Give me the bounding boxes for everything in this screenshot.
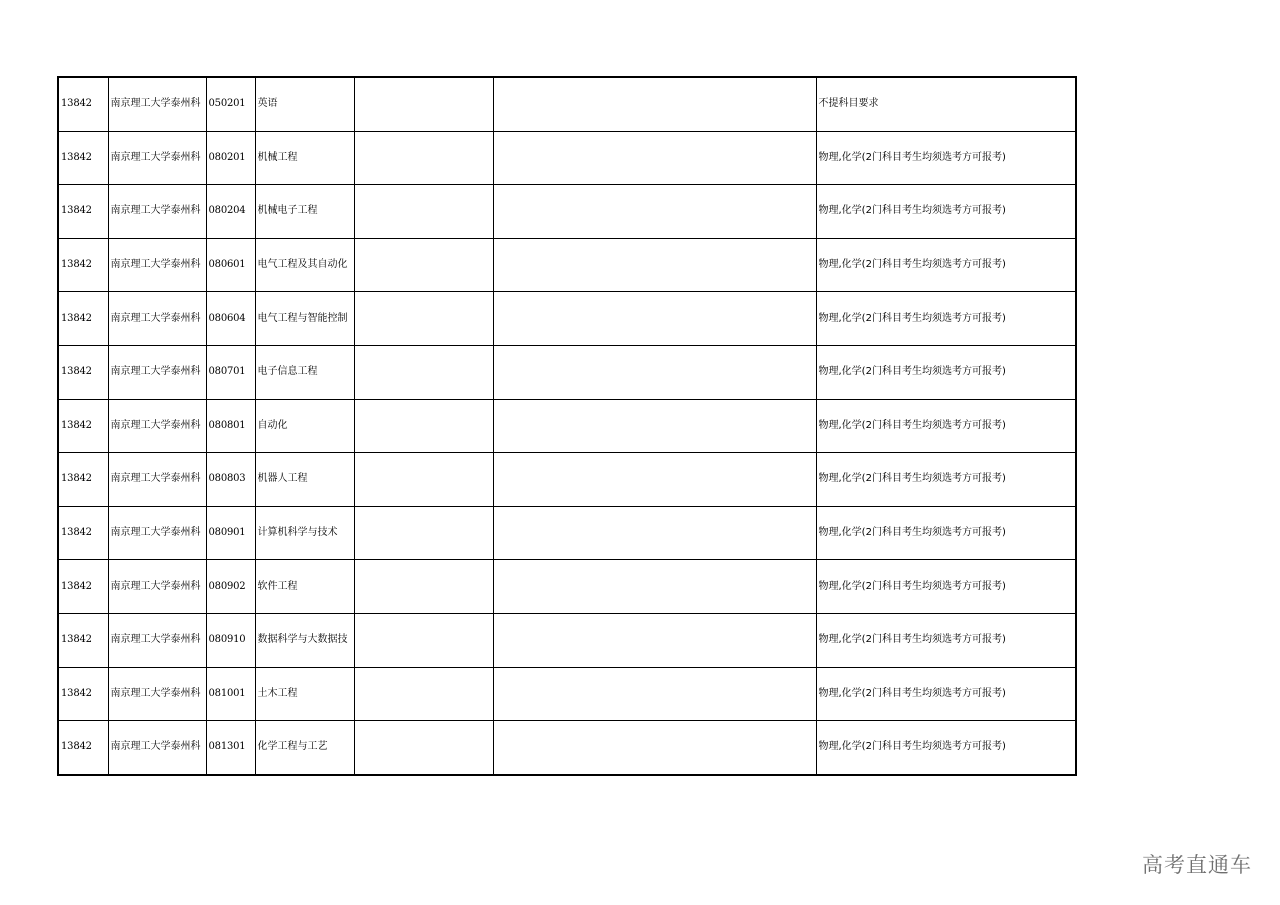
cell-empty-column-5 (354, 77, 493, 131)
cell-institution-code: 13842 (58, 77, 108, 131)
table-row (58, 345, 1076, 399)
cell-institution-name: 南京理工大学泰州科 (108, 721, 206, 775)
cell-institution-code: 13842 (58, 560, 108, 614)
cell-institution-name: 南京理工大学泰州科 (108, 292, 206, 346)
cell-subject-requirement: 不提科目要求 (816, 77, 1076, 131)
cell-institution-code: 13842 (58, 506, 108, 560)
table-row (58, 560, 1076, 614)
cell-major-code: 080601 (206, 238, 255, 292)
cell-major-code: 080701 (206, 345, 255, 399)
cell-empty-column-6 (493, 77, 816, 131)
cell-empty-column-5 (354, 399, 493, 453)
cell-major-code: 080204 (206, 185, 255, 239)
cell-subject-requirement: 物理,化学(2门科目考生均须选考方可报考) (816, 721, 1076, 775)
cell-empty-column-6 (493, 613, 816, 667)
cell-empty-column-6 (493, 453, 816, 507)
watermark-logo-text: 高考直通车 (1142, 853, 1252, 877)
cell-major-name: 机械工程 (255, 131, 354, 185)
subject-requirement-table (57, 76, 1077, 776)
cell-institution-code: 13842 (58, 238, 108, 292)
cell-empty-column-6 (493, 560, 816, 614)
cell-empty-column-6 (493, 292, 816, 346)
cell-major-code: 080803 (206, 453, 255, 507)
table-row (58, 292, 1076, 346)
cell-empty-column-5 (354, 185, 493, 239)
cell-subject-requirement: 物理,化学(2门科目考生均须选考方可报考) (816, 613, 1076, 667)
cell-major-name: 土木工程 (255, 667, 354, 721)
cell-empty-column-6 (493, 131, 816, 185)
cell-major-name: 电子信息工程 (255, 345, 354, 399)
cell-institution-name: 南京理工大学泰州科 (108, 613, 206, 667)
cell-major-name: 机器人工程 (255, 453, 354, 507)
cell-empty-column-6 (493, 506, 816, 560)
cell-major-name: 自动化 (255, 399, 354, 453)
cell-empty-column-6 (493, 721, 816, 775)
cell-institution-name: 南京理工大学泰州科 (108, 667, 206, 721)
cell-institution-code: 13842 (58, 345, 108, 399)
cell-major-code: 081001 (206, 667, 255, 721)
cell-institution-code: 13842 (58, 613, 108, 667)
cell-empty-column-5 (354, 721, 493, 775)
cell-institution-name: 南京理工大学泰州科 (108, 453, 206, 507)
cell-institution-name: 南京理工大学泰州科 (108, 345, 206, 399)
cell-empty-column-5 (354, 453, 493, 507)
cell-major-name: 数据科学与大数据技 (255, 613, 354, 667)
cell-institution-name: 南京理工大学泰州科 (108, 185, 206, 239)
cell-major-code: 080604 (206, 292, 255, 346)
cell-empty-column-5 (354, 667, 493, 721)
cell-empty-column-5 (354, 613, 493, 667)
cell-institution-name: 南京理工大学泰州科 (108, 506, 206, 560)
cell-major-code: 080910 (206, 613, 255, 667)
cell-institution-name: 南京理工大学泰州科 (108, 399, 206, 453)
cell-empty-column-5 (354, 292, 493, 346)
table-row (58, 667, 1076, 721)
cell-major-code: 050201 (206, 77, 255, 131)
cell-subject-requirement: 物理,化学(2门科目考生均须选考方可报考) (816, 399, 1076, 453)
cell-subject-requirement: 物理,化学(2门科目考生均须选考方可报考) (816, 292, 1076, 346)
table-row (58, 721, 1076, 775)
cell-empty-column-5 (354, 506, 493, 560)
cell-subject-requirement: 物理,化学(2门科目考生均须选考方可报考) (816, 185, 1076, 239)
cell-institution-code: 13842 (58, 292, 108, 346)
cell-major-name: 电气工程与智能控制 (255, 292, 354, 346)
table-row (58, 131, 1076, 185)
table-row (58, 453, 1076, 507)
cell-subject-requirement: 物理,化学(2门科目考生均须选考方可报考) (816, 667, 1076, 721)
cell-empty-column-5 (354, 131, 493, 185)
table-row (58, 399, 1076, 453)
cell-major-code: 080201 (206, 131, 255, 185)
cell-empty-column-6 (493, 345, 816, 399)
table-row (58, 185, 1076, 239)
cell-subject-requirement: 物理,化学(2门科目考生均须选考方可报考) (816, 238, 1076, 292)
cell-subject-requirement: 物理,化学(2门科目考生均须选考方可报考) (816, 506, 1076, 560)
table-row (58, 77, 1076, 131)
cell-institution-code: 13842 (58, 453, 108, 507)
cell-major-name: 电气工程及其自动化 (255, 238, 354, 292)
cell-major-code: 080902 (206, 560, 255, 614)
cell-major-name: 计算机科学与技术 (255, 506, 354, 560)
cell-institution-code: 13842 (58, 399, 108, 453)
table-row (58, 238, 1076, 292)
table-body (58, 77, 1076, 775)
cell-major-code: 081301 (206, 721, 255, 775)
cell-major-name: 化学工程与工艺 (255, 721, 354, 775)
cell-empty-column-5 (354, 560, 493, 614)
cell-subject-requirement: 物理,化学(2门科目考生均须选考方可报考) (816, 453, 1076, 507)
cell-institution-code: 13842 (58, 721, 108, 775)
cell-empty-column-6 (493, 238, 816, 292)
cell-major-name: 软件工程 (255, 560, 354, 614)
cell-empty-column-6 (493, 667, 816, 721)
cell-institution-code: 13842 (58, 131, 108, 185)
cell-empty-column-5 (354, 238, 493, 292)
cell-institution-code: 13842 (58, 667, 108, 721)
cell-major-code: 080901 (206, 506, 255, 560)
cell-subject-requirement: 物理,化学(2门科目考生均须选考方可报考) (816, 131, 1076, 185)
cell-empty-column-6 (493, 185, 816, 239)
cell-institution-name: 南京理工大学泰州科 (108, 238, 206, 292)
table-row (58, 613, 1076, 667)
cell-major-code: 080801 (206, 399, 255, 453)
cell-subject-requirement: 物理,化学(2门科目考生均须选考方可报考) (816, 345, 1076, 399)
cell-institution-name: 南京理工大学泰州科 (108, 560, 206, 614)
table-row (58, 506, 1076, 560)
cell-major-name: 英语 (255, 77, 354, 131)
cell-major-name: 机械电子工程 (255, 185, 354, 239)
cell-institution-code: 13842 (58, 185, 108, 239)
cell-empty-column-5 (354, 345, 493, 399)
cell-institution-name: 南京理工大学泰州科 (108, 131, 206, 185)
cell-subject-requirement: 物理,化学(2门科目考生均须选考方可报考) (816, 560, 1076, 614)
cell-institution-name: 南京理工大学泰州科 (108, 77, 206, 131)
cell-empty-column-6 (493, 399, 816, 453)
